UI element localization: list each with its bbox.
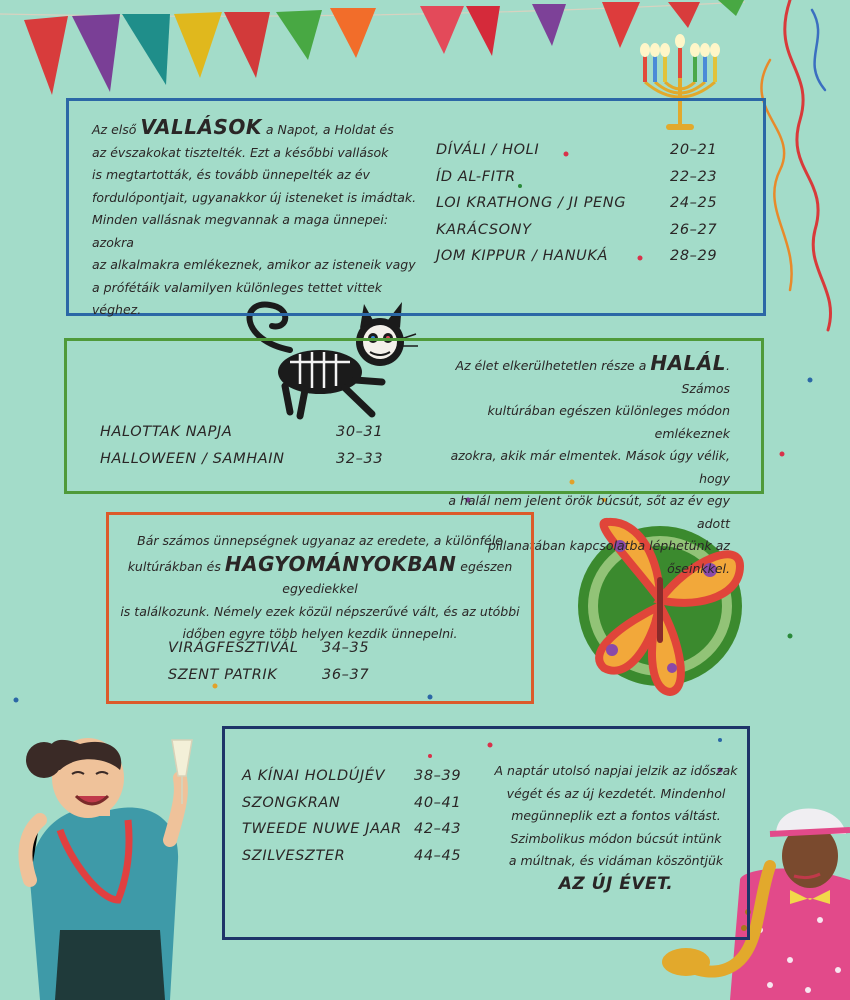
text-line <box>92 209 422 254</box>
text-fragment: Szimbolikus módon búcsút intünk <box>510 830 722 846</box>
text-line <box>486 828 746 851</box>
text-line <box>486 805 746 828</box>
entry-pages: 40–41 <box>414 794 462 811</box>
text-fragment: fordulópontjait, ugyanakkor új isteneket is imádtak. <box>92 189 417 205</box>
text-line <box>430 400 730 445</box>
text-fragment: egészen egyediekkel <box>282 558 513 596</box>
highlight-word: HALÁL <box>650 351 727 375</box>
contents-entry[interactable] <box>436 142 718 169</box>
entry-pages: 30–31 <box>336 424 384 440</box>
entry-pages: 44–45 <box>414 847 462 864</box>
entry-pages: 28–29 <box>670 248 718 264</box>
religions-contents <box>436 142 718 275</box>
newyear-contents <box>242 768 462 874</box>
bunting-flags <box>0 0 745 95</box>
text-fragment: a prófétáik valamilyen különleges tettet vittek véghez. <box>92 279 383 317</box>
religions-intro <box>92 116 422 322</box>
text-fragment: végét és az új kezdetét. Mindenhol <box>506 785 726 801</box>
newyear-intro <box>486 760 746 873</box>
entry-pages: 24–25 <box>670 195 718 211</box>
entry-title: HALOTTAK NAPJA <box>100 424 233 440</box>
text-fragment: a halál nem jelent örök búcsút, sőt az év egy adott <box>448 493 730 531</box>
text-fragment: időben egyre több helyen kezdik ünnepelni. <box>182 626 458 641</box>
text-fragment: is találkozunk. Némely ezek közül népszerűvé vált, és az utóbbi <box>120 603 520 619</box>
contents-entry[interactable] <box>436 195 718 222</box>
traditions-contents <box>168 640 370 693</box>
text-fragment: azokra, akik már elmentek. Mások úgy vélik, hogy <box>450 448 730 486</box>
text-fragment: a múltnak, és vidáman köszöntjük <box>508 853 724 868</box>
contents-entry[interactable] <box>168 666 370 694</box>
traditions-intro <box>110 530 530 646</box>
contents-entry[interactable] <box>242 768 462 795</box>
entry-title: LOI KRATHONG / JI PENG <box>436 195 627 211</box>
entry-title: TWEEDE NUWE JAAR <box>242 821 402 837</box>
entry-pages: 20–21 <box>670 142 718 158</box>
text-line <box>110 553 530 601</box>
entry-pages: 38–39 <box>414 768 462 784</box>
contents-entry[interactable] <box>436 221 718 249</box>
death-contents <box>100 424 384 477</box>
text-fragment: az alkalmakra emlékeznek, amikor az isteneik vagy <box>92 257 416 272</box>
text-line <box>486 760 746 783</box>
text-fragment: pillanatában kapcsolatba léphetünk az őseinkkel. <box>487 538 730 576</box>
text-line <box>486 850 746 873</box>
entry-pages: 42–43 <box>414 821 462 837</box>
entry-title: SZILVESZTER <box>242 847 346 864</box>
text-fragment: . Számos <box>681 358 730 396</box>
contents-entry[interactable] <box>100 424 384 451</box>
celebrating-woman <box>25 738 192 1000</box>
entry-title: KARÁCSONY <box>436 221 532 238</box>
entry-pages: 34–35 <box>322 640 370 656</box>
text-line <box>92 254 422 277</box>
entry-title: ÍD AL-FITR <box>436 168 516 185</box>
entry-pages: 26–27 <box>670 221 718 238</box>
contents-entry[interactable] <box>242 847 462 875</box>
text-line <box>430 445 730 490</box>
streamers <box>761 0 830 330</box>
contents-entry[interactable] <box>242 794 462 822</box>
entry-pages: 32–33 <box>336 450 384 467</box>
contents-entry[interactable] <box>168 640 370 667</box>
text-fragment: az évszakokat tisztelték. Ezt a későbbi vallások <box>92 144 389 160</box>
text-fragment: megünneplik ezt a fontos váltást. <box>511 808 721 823</box>
highlight-word: VALLÁSOK <box>140 115 262 139</box>
entry-title: VIRÁGFESZTIVÁL <box>168 640 299 656</box>
contents-entry[interactable] <box>242 821 462 848</box>
text-fragment: is megtartották, és tovább ünnepelték az év <box>92 167 370 182</box>
text-fragment: kultúrában egészen különleges módon emlékeznek <box>487 403 730 441</box>
text-fragment: A naptár utolsó napjai jelzik az időszak <box>494 763 738 778</box>
text-fragment: Az első <box>92 122 141 137</box>
text-fragment: Minden vallásnak megvannak a maga ünnepei: azokra <box>92 212 389 250</box>
text-line <box>92 187 422 210</box>
entry-title: SZENT PATRIK <box>168 666 278 683</box>
text-fragment: Az élet elkerülhetetlen része a <box>455 358 651 373</box>
contents-entry[interactable] <box>436 168 718 196</box>
entry-title: JOM KIPPUR / HANUKÁ <box>436 248 608 264</box>
entry-pages: 36–37 <box>322 666 370 683</box>
entry-pages: 22–23 <box>670 168 718 185</box>
text-line <box>430 352 730 400</box>
entry-title: SZONGKRAN <box>242 794 341 811</box>
contents-entry[interactable] <box>436 248 718 275</box>
text-line <box>92 277 422 322</box>
text-fragment: kultúrákban és <box>127 558 225 574</box>
text-fragment: Bár számos ünnepségnek ugyanaz az eredete, a különféle <box>137 533 503 548</box>
highlight-word: HAGYOMÁNYOKBAN <box>224 551 457 576</box>
entry-title: HALLOWEEN / SAMHAIN <box>100 450 285 467</box>
text-line <box>92 142 422 165</box>
entry-title: A KÍNAI HOLDÚJÉV <box>242 768 386 784</box>
entry-title: DÍVÁLI / HOLI <box>436 142 540 158</box>
text-line <box>110 530 530 553</box>
text-fragment: a Napot, a Holdat és <box>261 122 394 137</box>
text-line <box>92 164 422 187</box>
text-line <box>92 116 422 142</box>
newyear-closing: AZ ÚJ ÉVET. <box>558 874 674 894</box>
text-line <box>486 783 746 806</box>
text-line <box>110 601 530 624</box>
contents-entry[interactable] <box>100 450 384 478</box>
